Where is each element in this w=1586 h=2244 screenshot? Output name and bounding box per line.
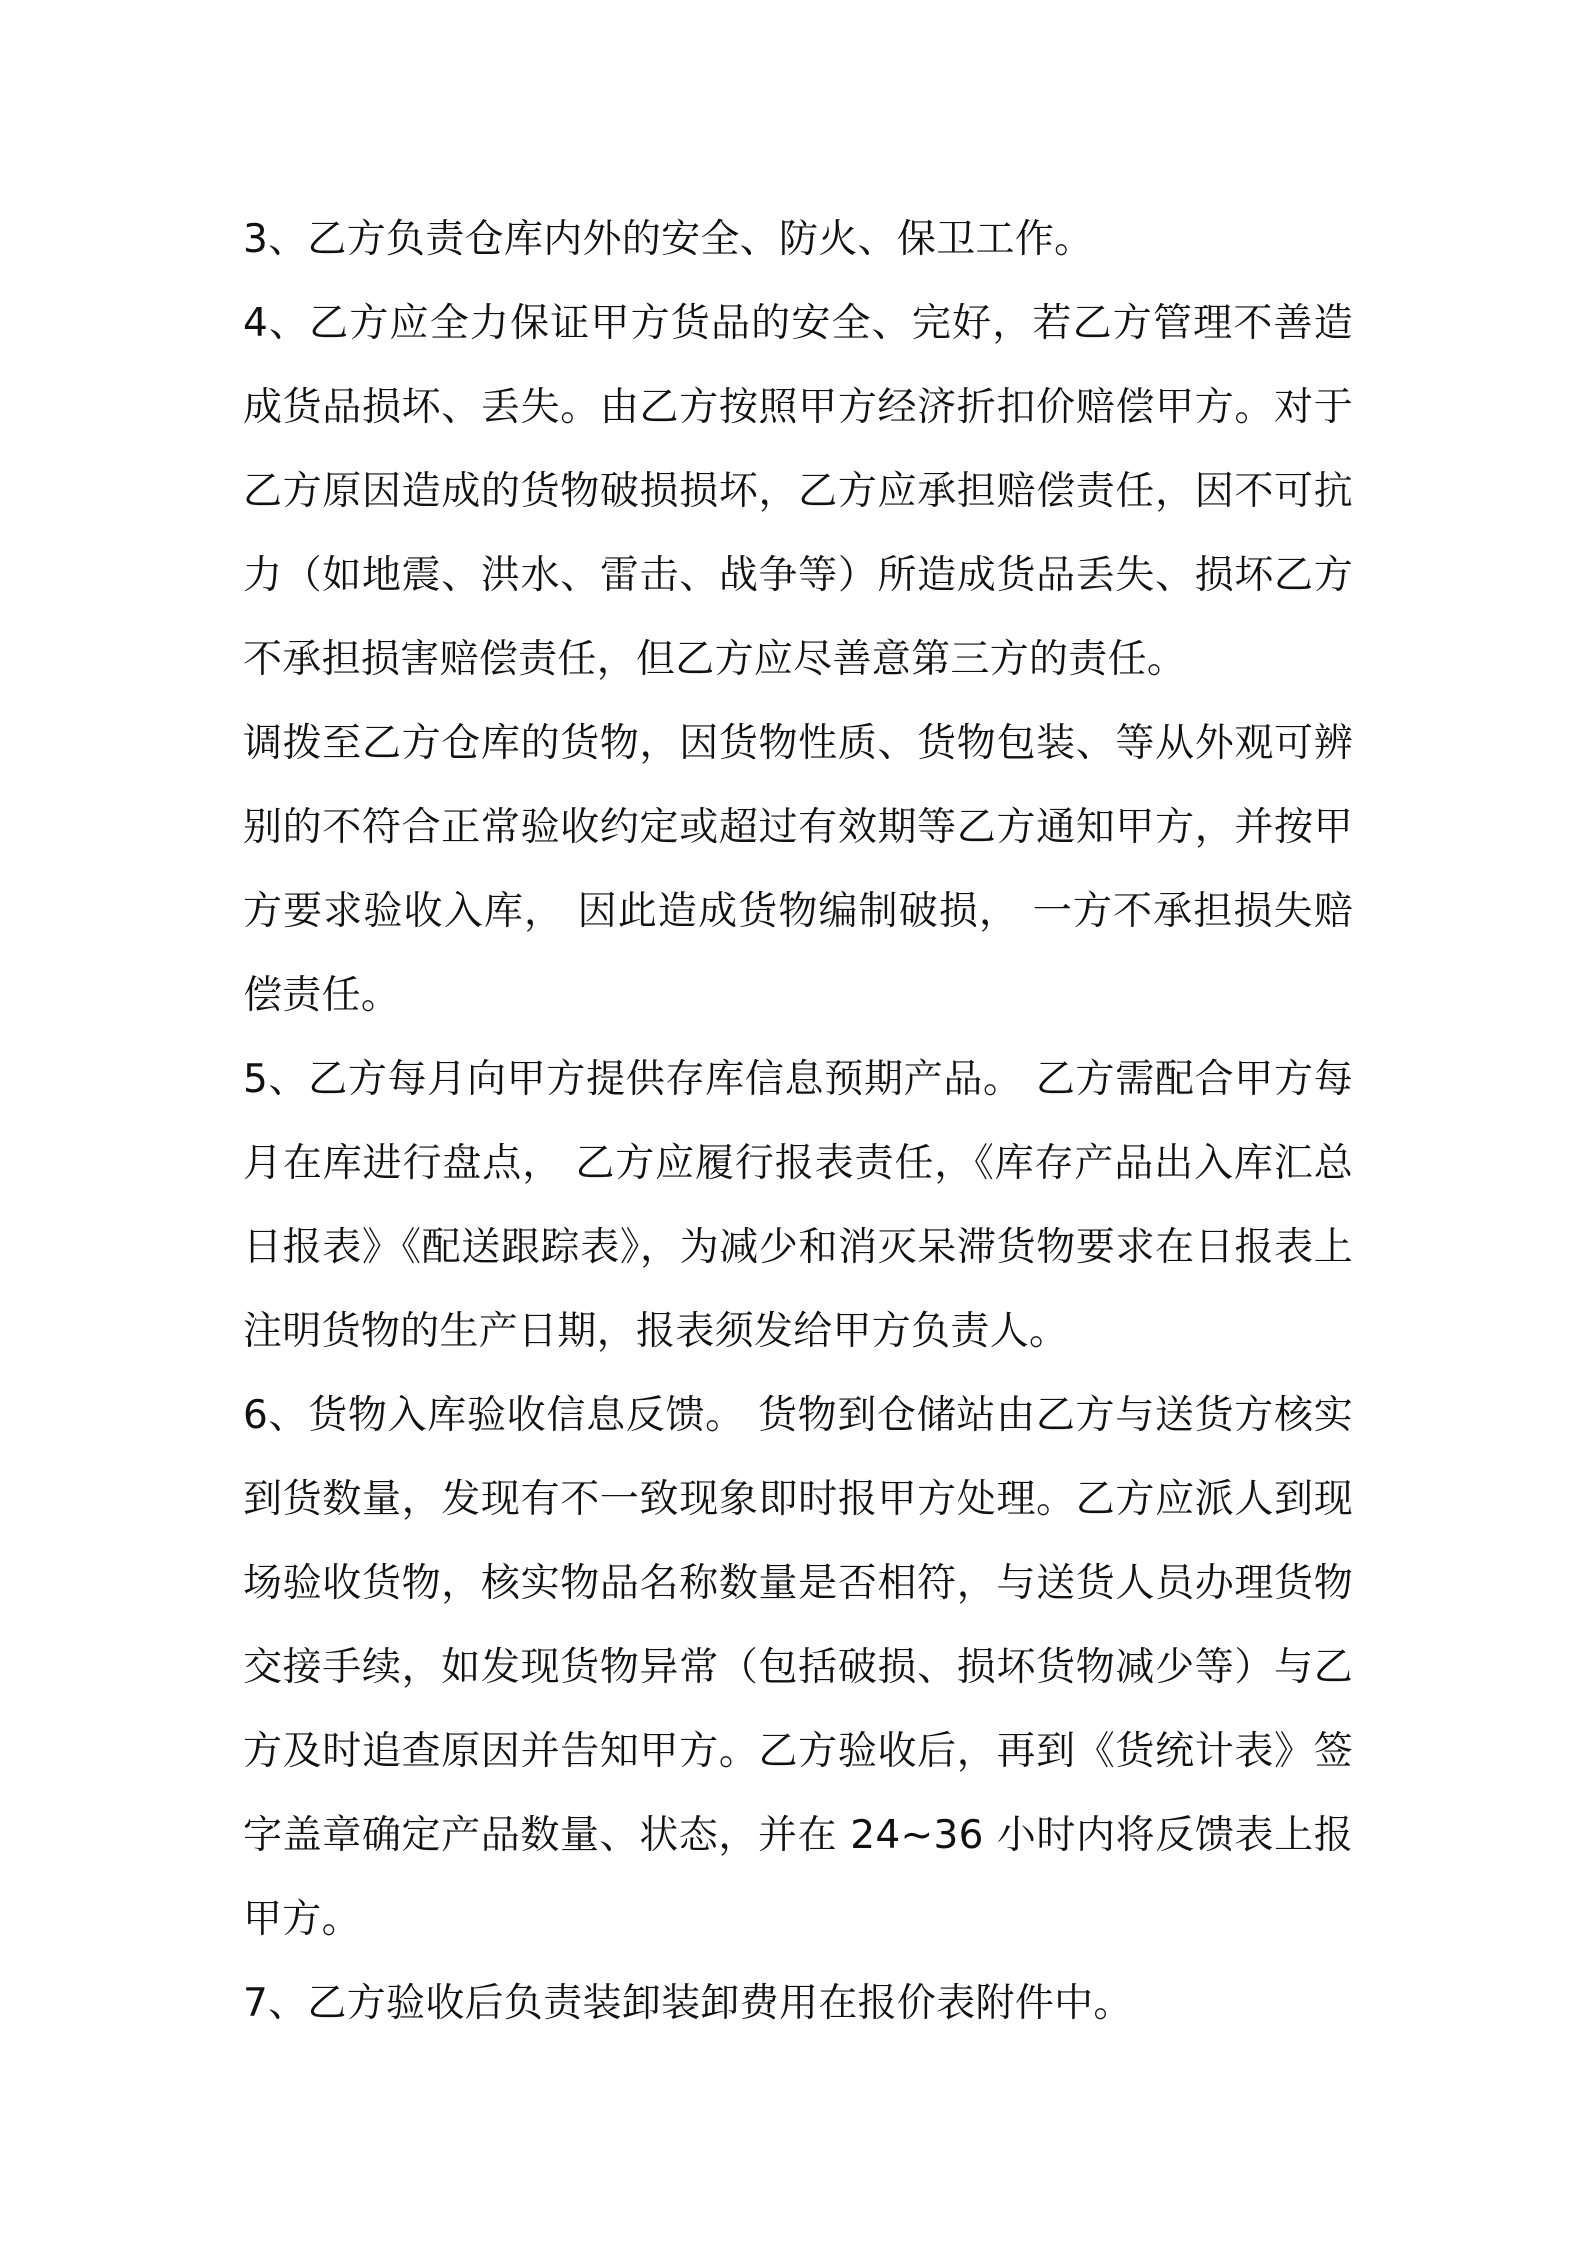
paragraph-item-6: 6、货物入库验收信息反馈。 货物到仓储站由乙方与送货方核实到货数量，发现有不一致现象即时报甲方处理。乙方应派人到现场验收货物，核实物品名称数量是否相符，与送货人员办理货物交接手续，如发现货物异常（包括破损、损坏货物减少等）与乙方及时追查原因并告知甲方。乙方验收后，再到《货统计表》签字盖章确定产品数量、状态，并在 24~36 小时内将反馈表上报甲方。 [243, 1393, 1353, 1942]
paragraph-item-4: 4、乙方应全力保证甲方货品的安全、完好，若乙方管理不善造成货品损坏、丢失。由乙方按照甲方经济折扣价赔偿甲方。对于乙方原因造成的货物破损损坏，乙方应承担赔偿责任，因不可抗力（如地震、洪水、雷击、战争等）所造成货品丢失、损坏乙方不承担损害赔偿责任，但乙方应尽善意第三方的责任。 [243, 301, 1353, 682]
paragraph-item-5: 5、乙方每月向甲方提供存库信息预期产品。 乙方需配合甲方每月在库进行盘点， 乙方应履行报表责任，《库存产品出入库汇总日报表》《配送跟踪表》，为减少和消灭呆滞货物要求在日报表上注明货物的生产日期，报表须发给甲方负责人。 [243, 1057, 1353, 1354]
document-body [243, 198, 1353, 2046]
paragraph-item-4-supplement: 调拨至乙方仓库的货物，因货物性质、货物包装、等从外观可辨别的不符合正常验收约定或超过有效期等乙方通知甲方，并按甲方要求验收入库， 因此造成货物编制破损， 一方不承担损失赔偿责任。 [243, 721, 1353, 1018]
paragraph-item-3: 3、乙方负责仓库内外的安全、防火、保卫工作。 [243, 217, 1094, 262]
paragraph-item-7: 7、乙方验收后负责装卸装卸费用在报价表附件中。 [243, 1981, 1133, 2026]
